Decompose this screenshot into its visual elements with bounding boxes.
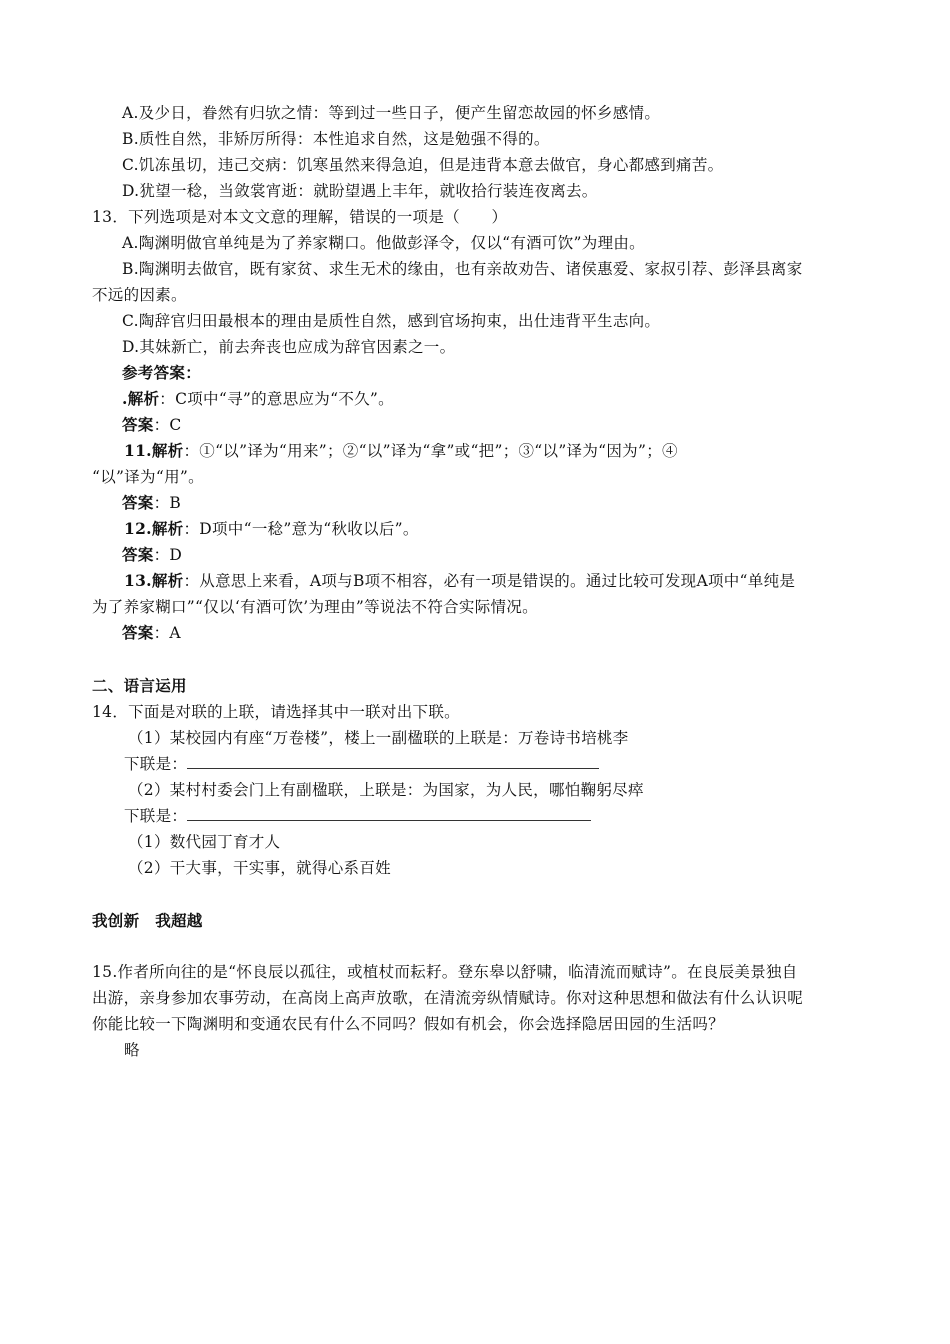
answer-10-key bbox=[122, 415, 182, 435]
section-2-heading: 二、语言运用 bbox=[92, 676, 187, 695]
answer-13-key bbox=[122, 623, 181, 643]
lower-couplet-label: 下联是： bbox=[124, 807, 188, 825]
lower-couplet-label: 下联是： bbox=[124, 755, 188, 773]
q12-option-d: D.犹望一稔，当敛裳宵逝：就盼望遇上丰年，就收拾行装连夜离去。 bbox=[122, 182, 598, 200]
q14-answer-line-1 bbox=[124, 754, 599, 774]
q15-line-1: 15.作者所向往的是“怀良辰以孤往，或植杖而耘耔。登东皋以舒啸，临清流而赋诗”。在良辰美景独自 bbox=[92, 963, 798, 981]
section-3-heading: 我创新 我超越 bbox=[92, 911, 203, 930]
q14-stem: 14．下面是对联的上联，请选择其中一联对出下联。 bbox=[92, 703, 460, 721]
answers-heading: 参考答案： bbox=[122, 363, 202, 382]
answer-11-analysis bbox=[124, 441, 678, 461]
answer-13-analysis bbox=[124, 571, 795, 591]
analysis-text: ：①“以”译为“用来”；②“以”译为“拿”或“把”；③“以”译为“因为”；④ bbox=[183, 442, 678, 460]
q15-answer: 略 bbox=[124, 1041, 140, 1059]
analysis-text: ：D项中“一稔”意为“秋收以后”。 bbox=[183, 520, 419, 538]
answer-10-analysis bbox=[122, 389, 394, 409]
answer-12-key bbox=[122, 545, 182, 565]
q14-answer-line-2 bbox=[124, 806, 591, 826]
analysis-label: 11.解析 bbox=[124, 441, 184, 460]
analysis-text: ：从意思上来看，A项与B项不相容，必有一项是错误的。通过比较可发现A项中“单纯是 bbox=[183, 572, 796, 590]
q14-answer-2: （2）干大事，干实事，就得心系百姓 bbox=[128, 859, 391, 877]
q15-line-3: 你能比较一下陶渊明和变通农民有什么不同吗？假如有机会，你会选择隐居田园的生活吗？ bbox=[92, 1015, 725, 1033]
q13-option-b-cont: 不远的因素。 bbox=[92, 286, 187, 304]
analysis-label: 12.解析 bbox=[124, 519, 184, 538]
q13-option-a: A.陶渊明做官单纯是为了养家糊口。他做彭泽令，仅以“有酒可饮”为理由。 bbox=[122, 234, 645, 252]
q12-option-a: A.及少日，眷然有归欤之情：等到过一些日子，便产生留恋故园的怀乡感情。 bbox=[122, 104, 661, 122]
q15-line-2: 出游，亲身参加农事劳动，在高岗上高声放歌，在清流旁纵情赋诗。你对这种思想和做法有什么认识呢 bbox=[92, 989, 804, 1007]
q14-item-2: （2）某村村委会门上有副楹联，上联是：为国家，为人民，哪怕鞠躬尽瘁 bbox=[128, 781, 644, 799]
answer-value: ：C bbox=[153, 416, 182, 434]
answer-label: 答案 bbox=[122, 415, 154, 434]
answer-13-analysis-cont: 为了养家糊口”“仅以‘有酒可饮’为理由”等说法不符合实际情况。 bbox=[92, 598, 538, 616]
q14-item-1: （1）某校园内有座“万卷楼”，楼上一副楹联的上联是：万卷诗书培桃李 bbox=[128, 729, 629, 747]
q13-stem: 13．下列选项是对本文文意的理解，错误的一项是（ ） bbox=[92, 208, 508, 226]
q14-answer-1: （1）数代园丁育才人 bbox=[128, 833, 281, 851]
q13-option-b: B.陶渊明去做官，既有家贫、求生无术的缘由，也有亲故劝告、诸侯惠爱、家叔引荐、彭泽县离家 bbox=[122, 260, 803, 278]
answer-value: ：A bbox=[153, 624, 181, 642]
q13-option-d: D.其妹新亡，前去奔丧也应成为辞官因素之一。 bbox=[122, 338, 456, 356]
q12-option-c: C.饥冻虽切，违己交病：饥寒虽然来得急迫，但是违背本意去做官，身心都感到痛苦。 bbox=[122, 156, 724, 174]
answer-12-analysis bbox=[124, 519, 419, 539]
analysis-label: .解析 bbox=[122, 389, 160, 408]
answer-11-key bbox=[122, 493, 181, 513]
analysis-text: ：C项中“寻”的意思应为“不久”。 bbox=[159, 390, 394, 408]
answer-value: ：D bbox=[153, 546, 183, 564]
answer-blank[interactable] bbox=[187, 754, 599, 769]
answer-label: 答案 bbox=[122, 545, 154, 564]
answer-blank[interactable] bbox=[187, 806, 591, 821]
q12-option-b: B.质性自然，非矫厉所得：本性追求自然，这是勉强不得的。 bbox=[122, 130, 550, 148]
analysis-label: 13.解析 bbox=[124, 571, 184, 590]
answer-value: ：B bbox=[153, 494, 182, 512]
answer-label: 答案 bbox=[122, 623, 154, 642]
q13-option-c: C.陶辞官归田最根本的理由是质性自然，感到官场拘束，出仕违背平生志向。 bbox=[122, 312, 661, 330]
answer-label: 答案 bbox=[122, 493, 154, 512]
answer-11-analysis-cont: “以”译为“用”。 bbox=[92, 468, 204, 486]
